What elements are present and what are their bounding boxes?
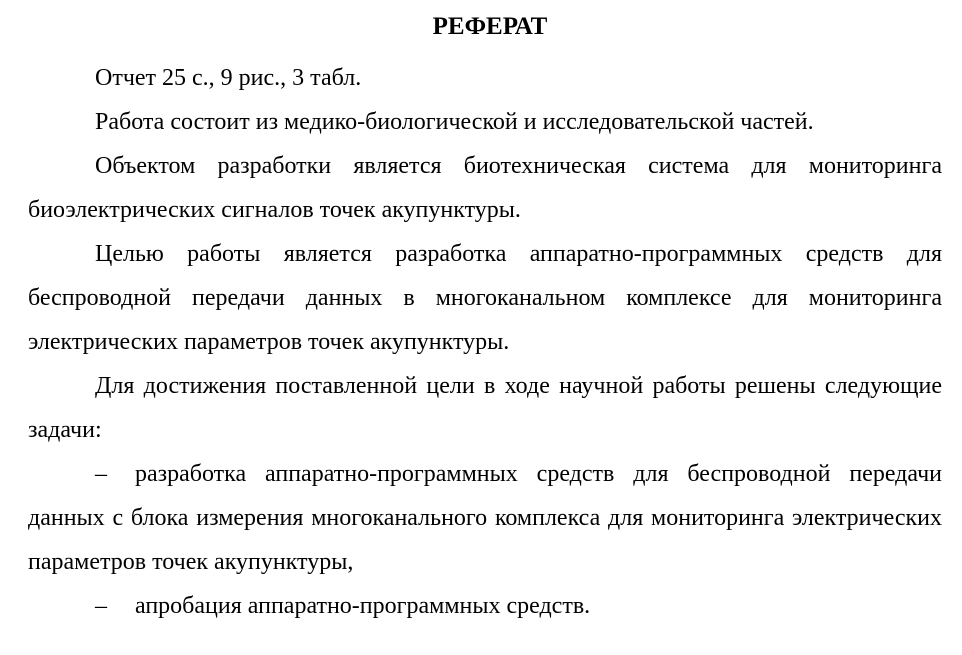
goal-paragraph: Целью работы является разработка аппаратно-программных средств для беспроводной передачи данных в многоканальном комплексе для мониторинга электрических параметров точек акупунктуры. <box>28 241 942 355</box>
list-item-text: разработка аппаратно-программных средств для беспроводной передачи данных с блока измерения многоканального комплекса для мониторинга электрических параметров точек акупунктуры, <box>28 461 942 575</box>
document-title: РЕФЕРАТ <box>432 13 548 40</box>
list-dash: – <box>95 461 107 487</box>
list-item-text: апробация аппаратно-программных средств. <box>135 593 591 619</box>
object-paragraph: Объектом разработки является биотехническая система для мониторинга биоэлектрических сигналов точек акупунктуры. <box>28 153 942 223</box>
list-item <box>28 584 942 628</box>
report-summary-paragraph: Отчет 25 с., 9 рис., 3 табл. <box>95 65 362 91</box>
list-item <box>28 452 942 584</box>
work-structure-paragraph: Работа состоит из медико-биологической и исследовательской частей. <box>95 109 814 135</box>
list-dash: – <box>95 593 107 619</box>
document-page <box>28 10 942 628</box>
tasks-intro-paragraph: Для достижения поставленной цели в ходе научной работы решены следующие задачи: <box>28 373 942 443</box>
